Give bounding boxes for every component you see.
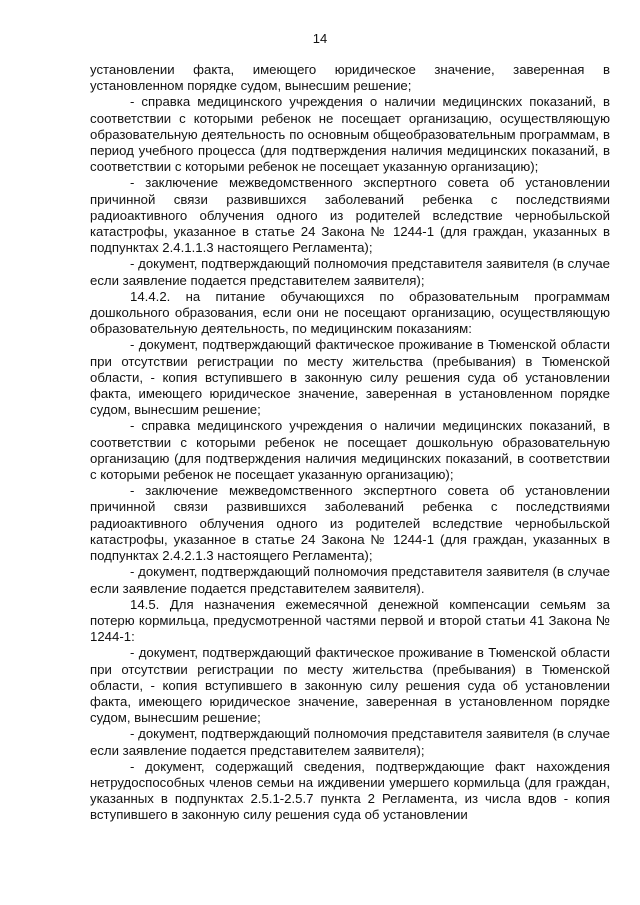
paragraph: - заключение межведомственного экспертного совета об установлении причинной связи развившихся заболеваний ребенка с последствиями радиоактивного облучения одного из родителей вследствие чернобыльской катастрофы, указанное в статье 24 Закона № 1244-1 (для граждан, указанных в подпунктах 2.4.1.1.3 настоящего Регламента); <box>90 175 610 256</box>
paragraph: - справка медицинского учреждения о наличии медицинских показаний, в соответствии с которыми ребенок не посещает организацию, осуществляющую образовательную деятельность по основным общеобразовательным программам, в период учебного процесса (для подтверждения наличия медицинских показаний, в соответствии с которыми ребенок не посещает указанную организацию); <box>90 94 610 175</box>
paragraph: 14.4.2. на питание обучающихся по образовательным программам дошкольного образования, если они не посещают организацию, осуществляющую образовательную деятельность, по медицинским показаниям: <box>90 288 610 337</box>
paragraph: - документ, подтверждающий полномочия представителя заявителя (в случае если заявление подается представителем заявителя); <box>90 256 610 288</box>
paragraph: установлении факта, имеющего юридическое значение, заверенная в установленном порядке судом, вынесшим решение; <box>90 62 610 94</box>
paragraph: - справка медицинского учреждения о наличии медицинских показаний, в соответствии с которыми ребенок не посещает дошкольную образовательную организацию (для подтверждения наличия медицинских показаний, в соответствии с которыми ребенок не посещает указанную организацию); <box>90 418 610 483</box>
paragraph: - документ, подтверждающий полномочия представителя заявителя (в случае если заявление подается представителем заявителя); <box>90 726 610 758</box>
paragraph: - документ, подтверждающий полномочия представителя заявителя (в случае если заявление подается представителем заявителя). <box>90 564 610 596</box>
paragraph: 14.5. Для назначения ежемесячной денежной компенсации семьям за потерю кормильца, предусмотренной частями первой и второй статьи 41 Закона № 1244-1: <box>90 596 610 645</box>
paragraph: - заключение межведомственного экспертного совета об установлении причинной связи развившихся заболеваний ребенка с последствиями радиоактивного облучения одного из родителей вследствие чернобыльской катастрофы, указанное в статье 24 Закона № 1244-1 (для граждан, указанных в подпунктах 2.4.2.1.3 настоящего Регламента); <box>90 483 610 564</box>
paragraph: - документ, подтверждающий фактическое проживание в Тюменской области при отсутствии регистрации по месту жительства (пребывания) в Тюменской области, - копия вступившего в законную силу решения суда об установлении факта, имеющего юридическое значение, заверенная в установленном порядке судом, вынесшим решение; <box>90 645 610 726</box>
paragraph: - документ, содержащий сведения, подтверждающие факт нахождения нетрудоспособных членов семьи на иждивении умершего кормильца (для граждан, указанных в подпунктах 2.5.1-2.5.7 пункта 2 Регламента, из числа вдов - копия вступившего в законную силу решения суда об установлении <box>90 758 610 823</box>
paragraph: - документ, подтверждающий фактическое проживание в Тюменской области при отсутствии регистрации по месту жительства (пребывания) в Тюменской области, - копия вступившего в законную силу решения суда об установлении факта, имеющего юридическое значение, заверенная в установленном порядке судом, вынесшим решение; <box>90 337 610 418</box>
document-body <box>90 62 610 824</box>
page-number: 14 <box>312 31 328 46</box>
